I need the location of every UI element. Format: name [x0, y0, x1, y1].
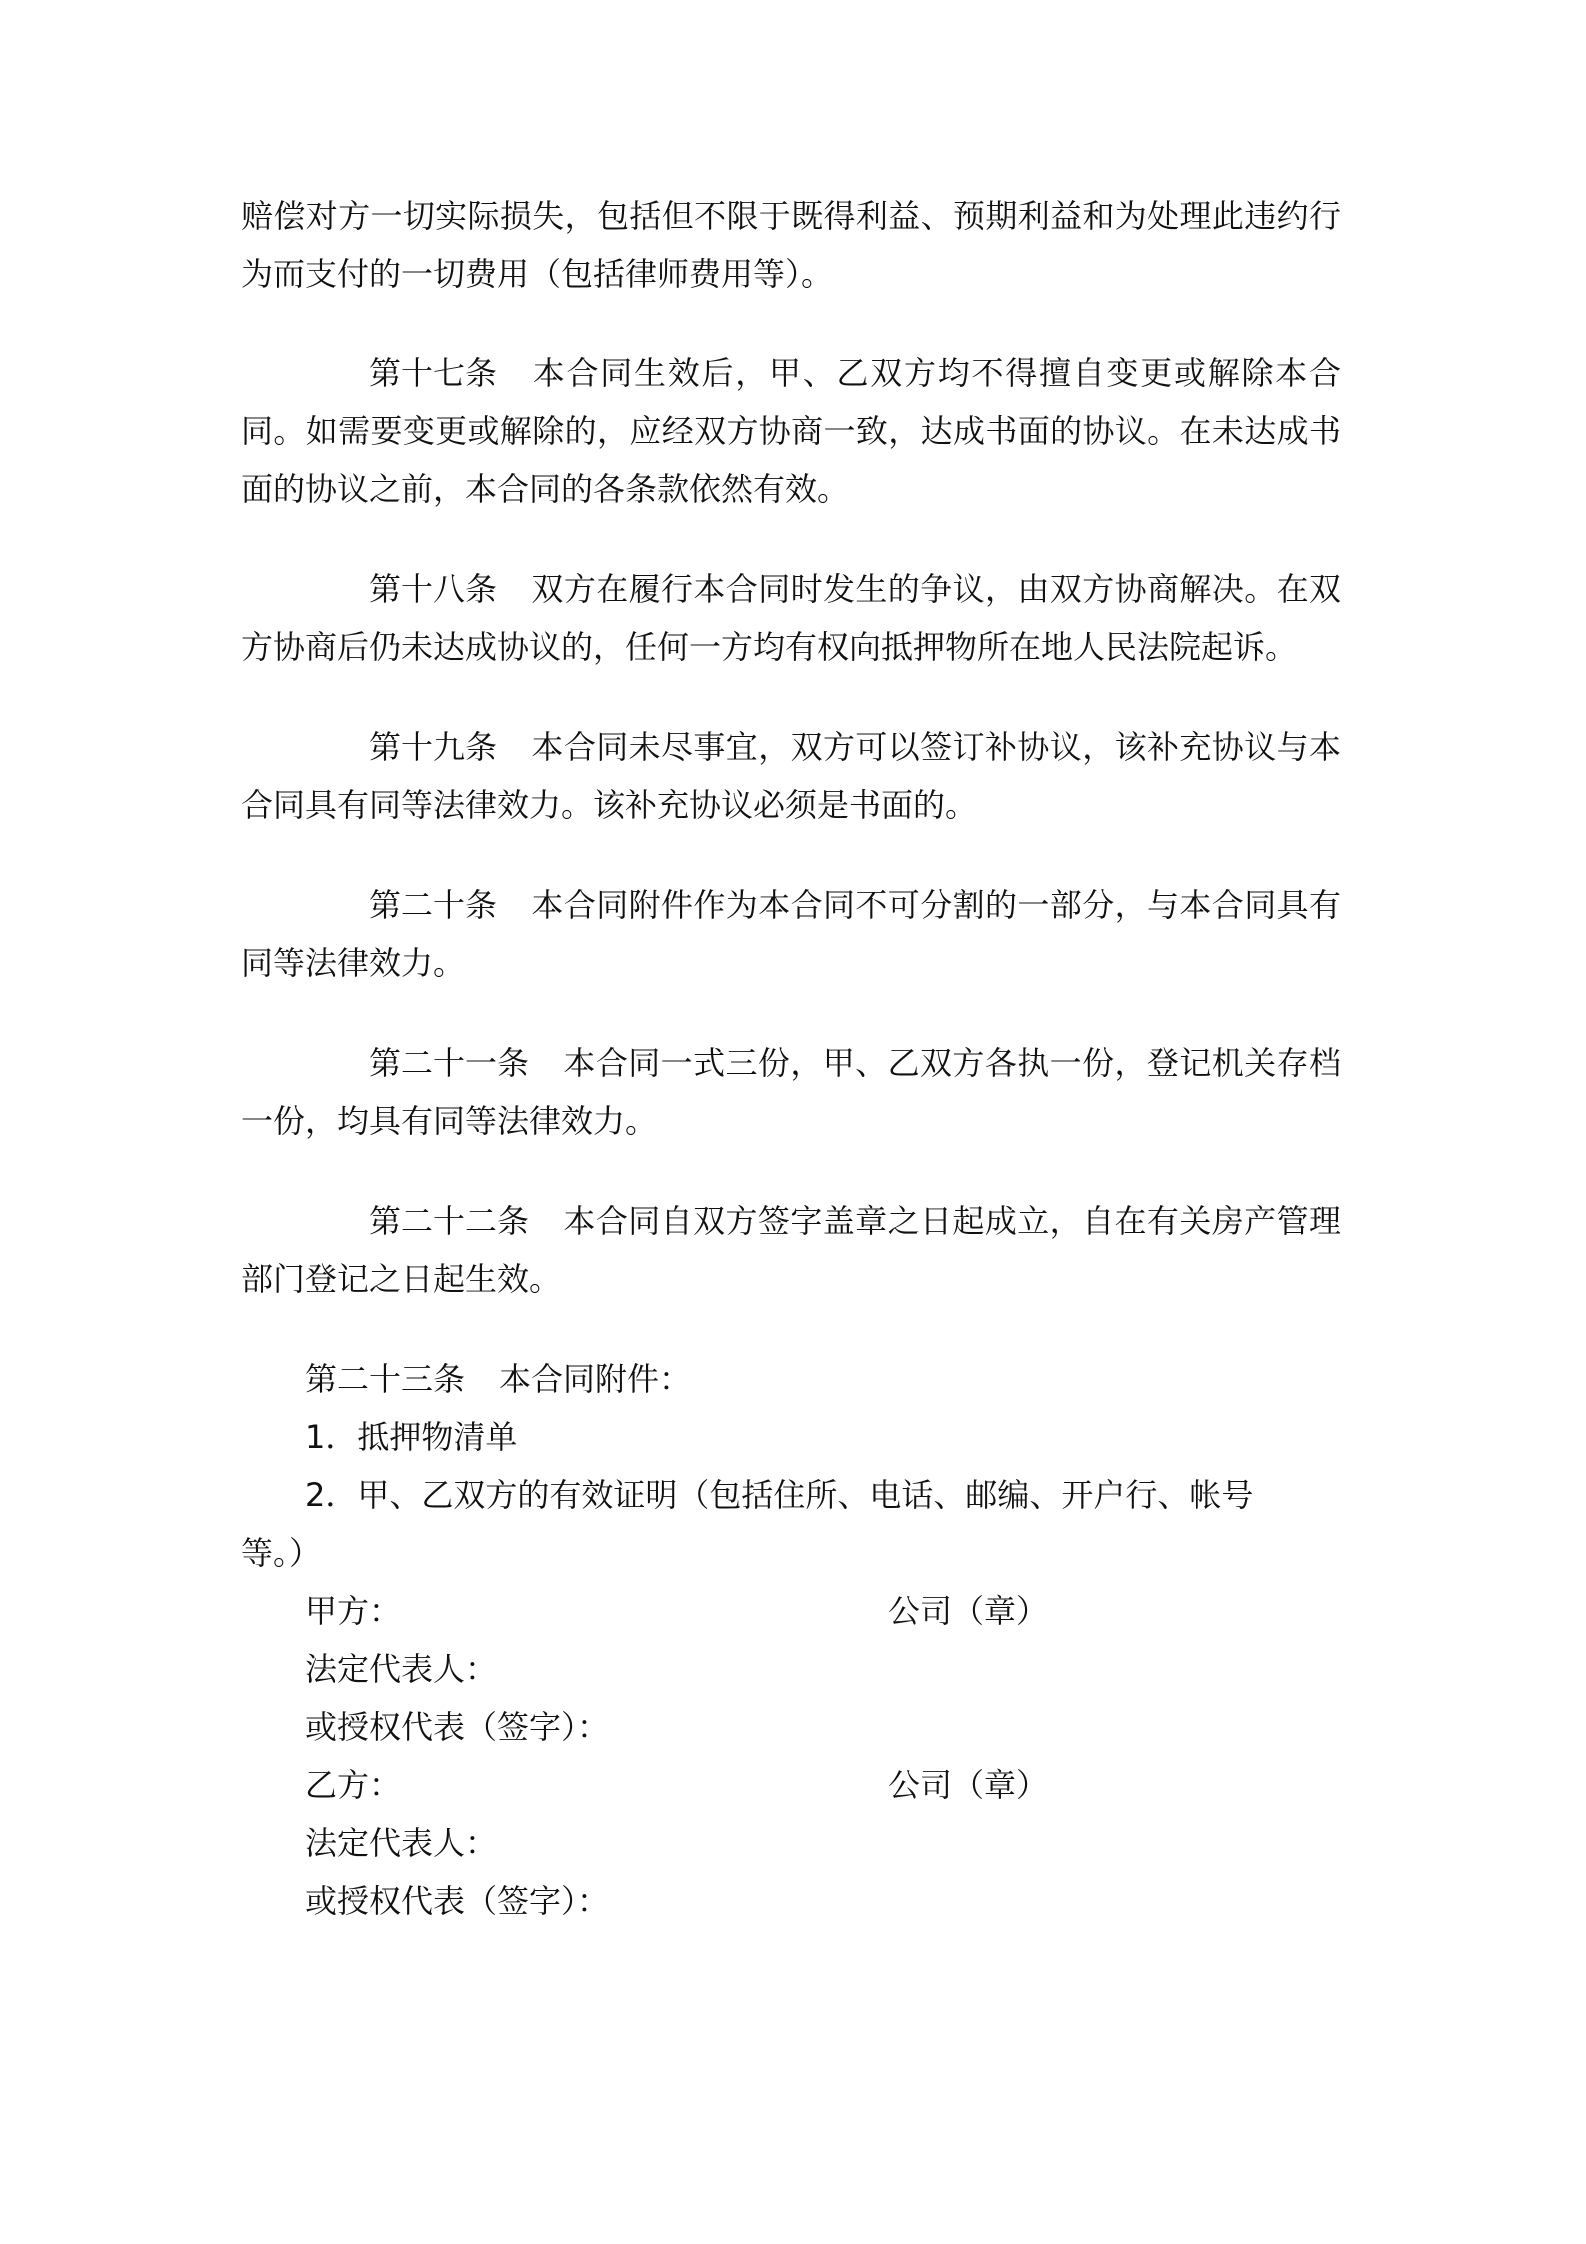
article-22 — [241, 1192, 1341, 1308]
article-text: 本合同附件： — [499, 1360, 692, 1398]
article-number: 第二十一条 — [369, 1044, 530, 1082]
attachment-item-2-continued: 等。） — [241, 1534, 322, 1572]
article-text: 本合同附件作为本合同不可分割的一部分，与本合同具有同等法律效力。 — [241, 886, 1341, 982]
article-20 — [241, 876, 1341, 992]
article-19 — [241, 718, 1341, 834]
party-a-legal-rep-row — [305, 1640, 1305, 1698]
party-b-label: 乙方： — [305, 1766, 402, 1804]
party-b-company-seal: 公司（章） — [888, 1766, 1049, 1804]
party-a-company-seal: 公司（章） — [888, 1592, 1049, 1630]
article-number: 第十九条 — [369, 728, 498, 766]
article-text: 本合同生效后，甲、乙双方均不得擅自变更或解除本合同。如需要变更或解除的，应经双方协商一致，达成书面的协议。在未达成书面的协议之前，本合同的各条款依然有效。 — [241, 354, 1341, 508]
party-b-legal-rep: 法定代表人： — [305, 1824, 498, 1862]
article-number: 第二十条 — [369, 886, 498, 924]
party-a-authorized: 或授权代表（签字）： — [305, 1708, 610, 1746]
party-a-label: 甲方： — [305, 1592, 402, 1630]
article-21 — [241, 1034, 1341, 1150]
article-text: 本合同未尽事宜，双方可以签订补协议，该补充协议与本合同具有同等法律效力。该补充协议必须是书面的。 — [241, 728, 1341, 824]
article-23 — [305, 1350, 691, 1408]
party-a-legal-rep: 法定代表人： — [305, 1650, 498, 1688]
party-b-legal-rep-row — [305, 1814, 1305, 1872]
article-number: 第十七条 — [369, 354, 498, 392]
party-b-row — [305, 1756, 1305, 1814]
attachment-item-1: 1．抵押物清单 — [305, 1418, 518, 1456]
party-a-row — [305, 1582, 1305, 1640]
party-a-authorized-row — [305, 1698, 1305, 1756]
article-18 — [241, 560, 1341, 676]
article-number: 第二十二条 — [369, 1202, 530, 1240]
article-17 — [241, 344, 1341, 518]
article-number: 第十八条 — [369, 570, 498, 608]
party-b-authorized: 或授权代表（签字）： — [305, 1882, 610, 1920]
article-text: 双方在履行本合同时发生的争议，由双方协商解决。在双方协商后仍未达成协议的，任何一方均有权向抵押物所在地人民法院起诉。 — [241, 570, 1341, 666]
article-number: 第二十三条 — [305, 1360, 466, 1398]
article-text: 本合同自双方签字盖章之日起成立，自在有关房产管理部门登记之日起生效。 — [241, 1202, 1341, 1298]
attachment-item-2: 2．甲、乙双方的有效证明（包括住所、电话、邮编、开户行、帐号 — [305, 1476, 1254, 1514]
article-text: 本合同一式三份，甲、乙双方各执一份，登记机关存档一份，均具有同等法律效力。 — [241, 1044, 1341, 1140]
continuation-paragraph: 赔偿对方一切实际损失，包括但不限于既得利益、预期利益和为处理此违约行为而支付的一切费用（包括律师费用等）。 — [241, 197, 1341, 293]
party-b-authorized-row — [305, 1872, 1305, 1930]
